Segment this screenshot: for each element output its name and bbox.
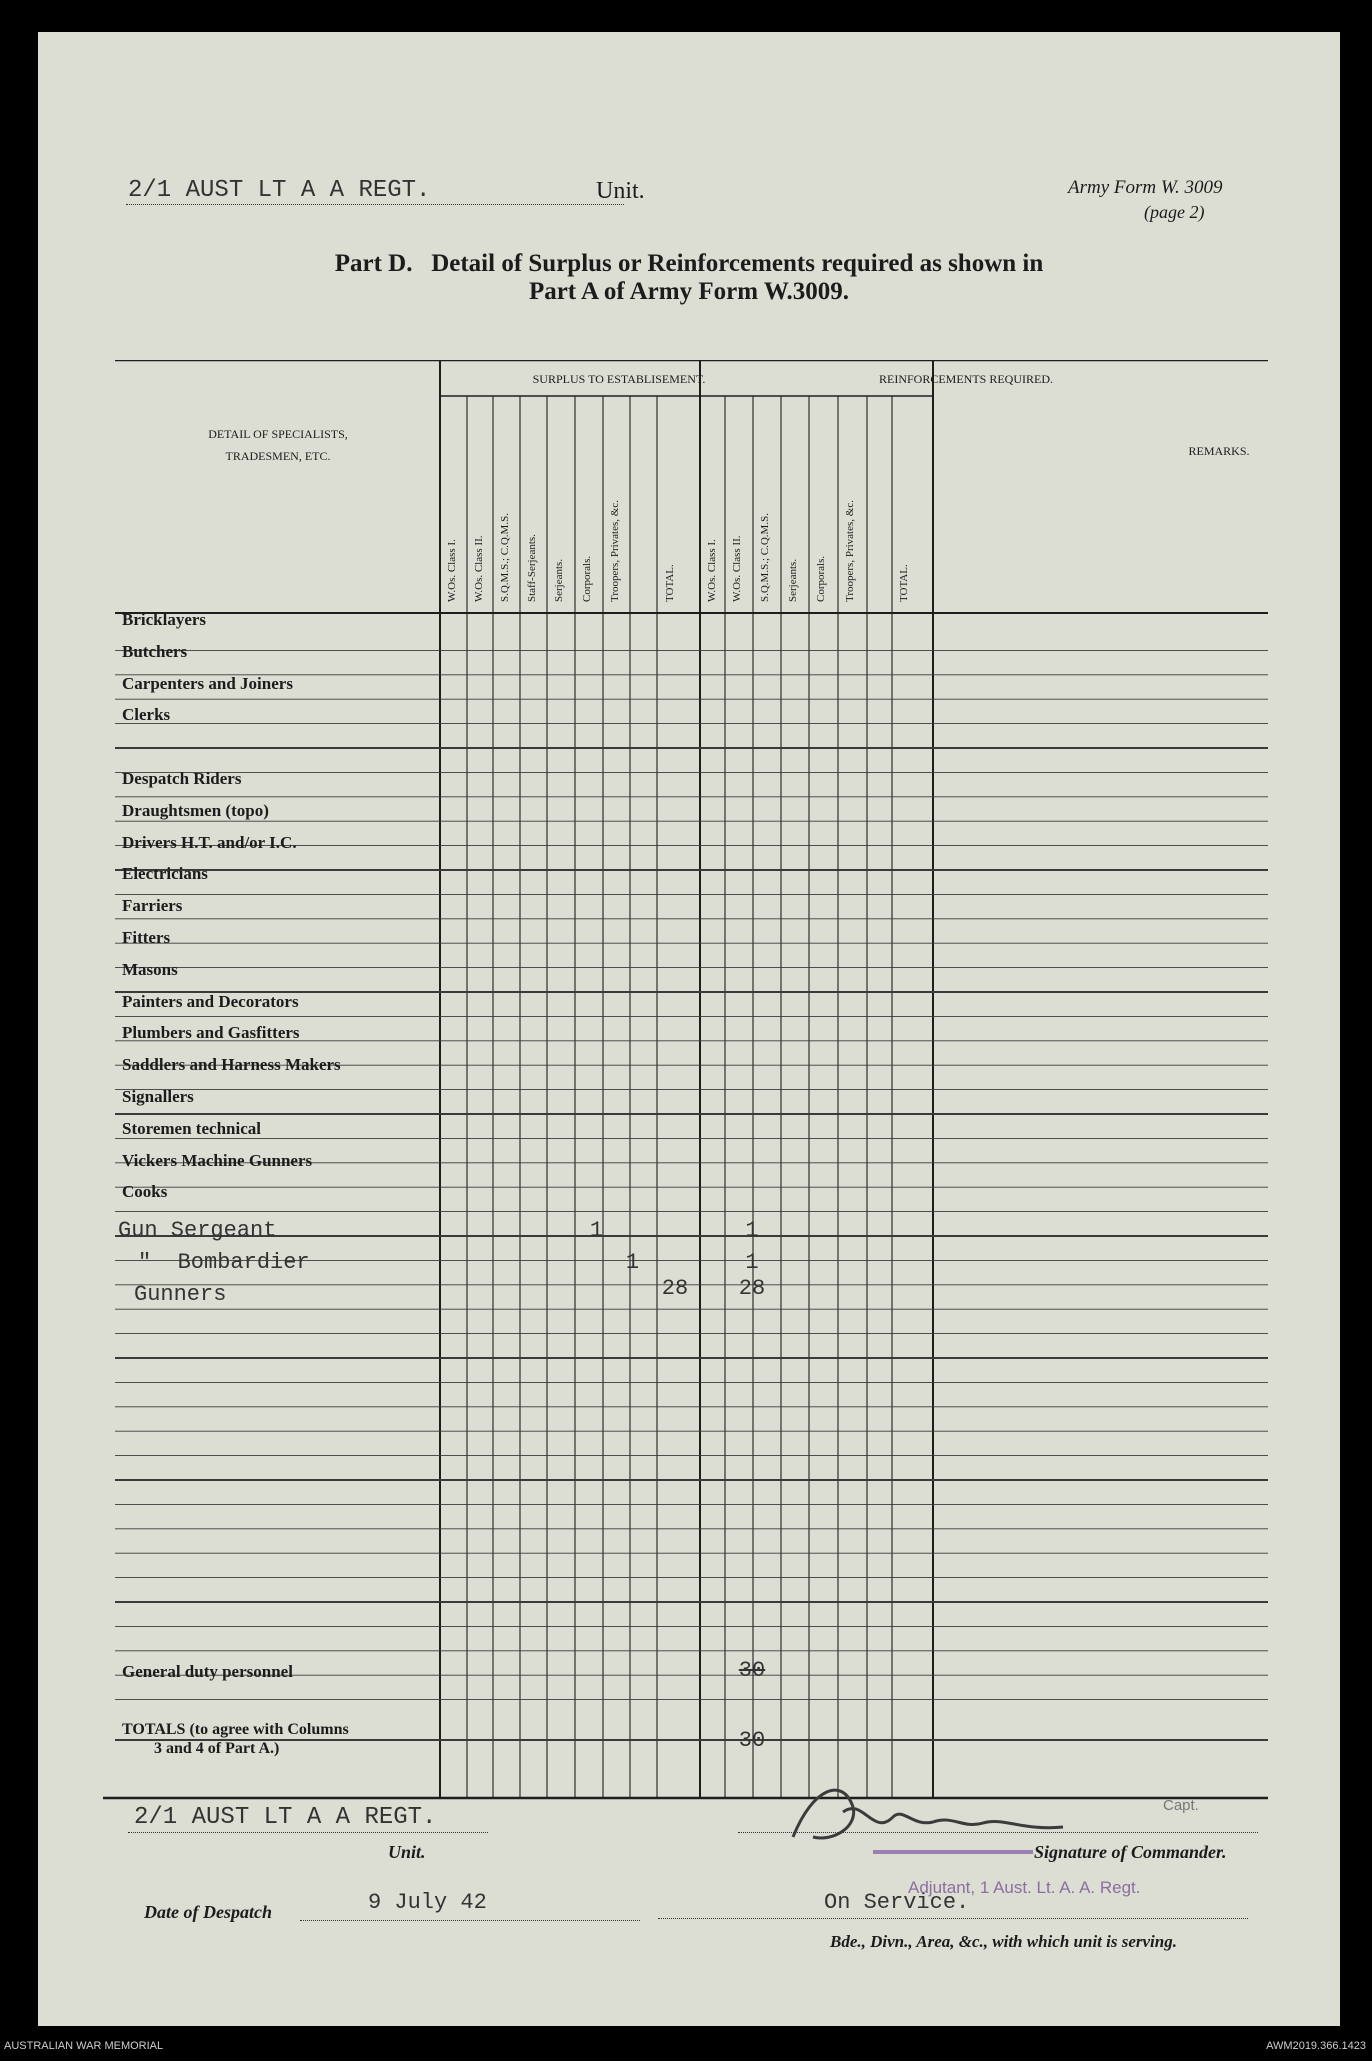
- specialist-row-label: Painters and Decorators: [122, 991, 299, 1011]
- specialist-row-label: Saddlers and Harness Makers: [122, 1055, 341, 1075]
- form-reference: Army Form W. 3009: [1068, 177, 1223, 198]
- surplus-column-header: Corporals.: [581, 555, 593, 602]
- typed-row-gun-sergeant: Gun Sergeant: [118, 1218, 277, 1243]
- detail-header-line-1: DETAIL OF SPECIALISTS,: [208, 427, 348, 441]
- cell-bombardier-corporals: 1: [625, 1250, 640, 1275]
- surplus-column-header: Serjeants.: [553, 558, 565, 602]
- reinforcement-column-header: TOTAL.: [898, 564, 910, 602]
- totals-label: [122, 1720, 349, 1758]
- unit-dotline: [126, 204, 624, 205]
- reinforcement-column-header: W.Os. Class II.: [731, 535, 743, 602]
- specialist-row-label: Clerks: [122, 705, 171, 725]
- general-duty-total: 30: [738, 1658, 766, 1683]
- specialist-row-label: Cooks: [122, 1182, 168, 1202]
- cell-gunners-total: 28: [738, 1276, 766, 1301]
- signature-rank: Capt.: [1163, 1797, 1199, 1814]
- specialist-row-label: Drivers H.T. and/or I.C.: [122, 832, 297, 852]
- bde-label: Bde., Divn., Area, &c., with which unit is serving.: [830, 1932, 1177, 1951]
- date-dotline: [300, 1920, 640, 1921]
- surplus-column-header: W.Os. Class II.: [473, 535, 485, 602]
- detail-header: [128, 423, 428, 467]
- unit-label: Unit.: [596, 178, 645, 204]
- specialist-row-label: Butchers: [122, 641, 188, 661]
- remarks-header: REMARKS.: [1188, 444, 1250, 458]
- cell-gun-sergeant-total: 1: [745, 1218, 759, 1243]
- footer-unit-label: Unit.: [388, 1842, 426, 1862]
- specialist-row-label: Storemen technical: [122, 1118, 261, 1138]
- totals-value: 30: [738, 1728, 766, 1753]
- form-title: [38, 250, 1340, 306]
- date-value: 9 July 42: [368, 1890, 487, 1915]
- surplus-column-header: S.Q.M.S.; C.Q.M.S.: [499, 513, 511, 602]
- date-label: Date of Despatch: [144, 1902, 272, 1922]
- specialist-row-label: Fitters: [122, 928, 171, 947]
- specialist-row-label: Vickers Machine Gunners: [122, 1150, 313, 1170]
- specialist-row-label: Signallers: [122, 1087, 194, 1106]
- cell-gun-sergeant-serjeants: 1: [589, 1218, 604, 1243]
- surplus-column-header: Staff-Serjeants.: [526, 534, 538, 602]
- reinforcement-column-header: Corporals.: [815, 555, 827, 602]
- signature-label: Signature of Commander.: [1034, 1842, 1227, 1862]
- totals-label-line-2: 3 and 4 of Part A.): [154, 1740, 280, 1757]
- surplus-column-header: TOTAL.: [664, 564, 676, 602]
- form-page-number: (page 2): [1144, 202, 1205, 222]
- specialist-row-label: Masons: [122, 959, 178, 979]
- general-duty-label: General duty personnel: [122, 1662, 293, 1681]
- form-page: [38, 32, 1340, 2026]
- surplus-column-header: Troopers, Privates, &c.: [609, 500, 621, 602]
- surplus-column-header: W.Os. Class I.: [446, 539, 458, 602]
- service-dotline: [658, 1918, 1248, 1919]
- surplus-header: SURPLUS TO ESTABLISEMENT.: [532, 372, 706, 386]
- reinforcement-column-header: W.Os. Class I.: [706, 539, 718, 602]
- specialist-row-label: Bricklayers: [122, 610, 207, 629]
- title-line-1: Part D. Detail of Surplus or Reinforcements required as shown in: [334, 250, 1044, 277]
- cell-bombardier-total: 1: [745, 1250, 759, 1275]
- cell-gunners-troopers: 28: [661, 1276, 689, 1301]
- unit-name: 2/1 AUST LT A A REGT.: [128, 177, 431, 204]
- typed-row-gunners: Gunners: [134, 1282, 227, 1307]
- specialist-row-label: Electricians: [122, 864, 208, 884]
- signature-dotline: [738, 1832, 1258, 1833]
- service-value: On Service.: [824, 1890, 970, 1915]
- stamp-mark: [873, 1850, 1033, 1854]
- specialist-row-label: Draughtsmen (topo): [122, 800, 269, 820]
- unit-stamp: Adjutant, 1 Aust. Lt. A. A. Regt.: [908, 1878, 1141, 1897]
- title-line-2: Part A of Army Form W.3009.: [528, 278, 850, 305]
- specialist-row-label: Despatch Riders: [122, 769, 242, 788]
- specialist-row-label: Carpenters and Joiners: [122, 673, 293, 693]
- specialist-row-label: Plumbers and Gasfitters: [122, 1023, 300, 1043]
- reinforcement-header: REINFORCEMENTS REQUIRED.: [878, 372, 1053, 386]
- typed-row-bombardier: " Bombardier: [138, 1250, 310, 1275]
- reinforcement-column-header: Troopers, Privates, &c.: [844, 500, 856, 602]
- specialist-row-label: Farriers: [122, 896, 183, 916]
- caption-left: AUSTRALIAN WAR MEMORIAL: [4, 2040, 164, 2052]
- table-grid: [103, 360, 1283, 1810]
- caption-right: AWM2019.366.1423: [1266, 2040, 1366, 2052]
- detail-header-line-2: TRADESMEN, ETC.: [225, 449, 331, 463]
- footer-unit-dotline: [128, 1832, 488, 1833]
- footer-unit-value: 2/1 AUST LT A A REGT.: [134, 1804, 437, 1831]
- reinforcement-column-header: S.Q.M.S.; C.Q.M.S.: [759, 513, 771, 602]
- reinforcement-column-header: Serjeants.: [787, 558, 799, 602]
- totals-label-line-1: TOTALS (to agree with Columns: [122, 1721, 349, 1738]
